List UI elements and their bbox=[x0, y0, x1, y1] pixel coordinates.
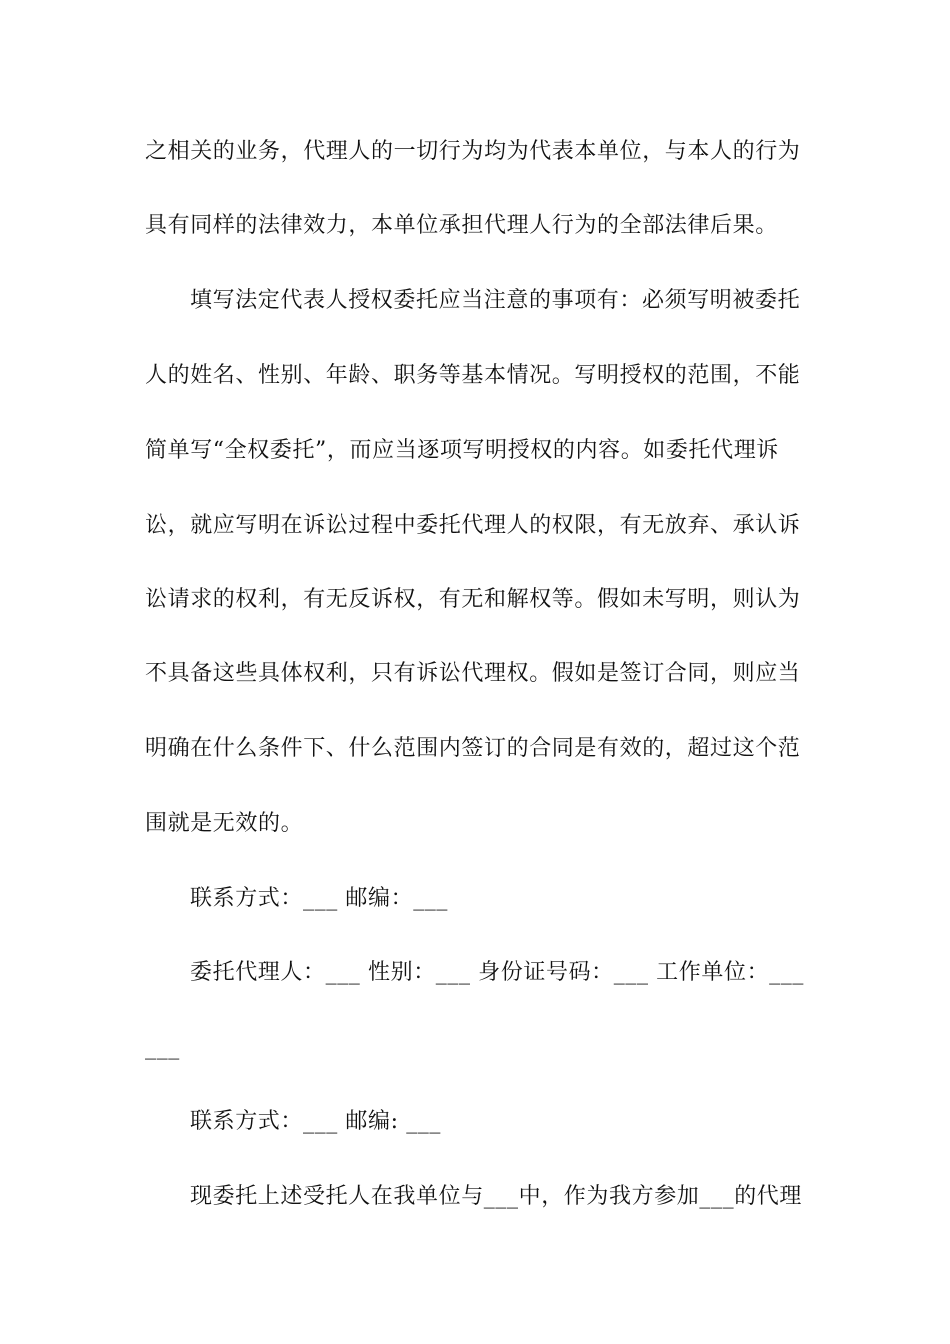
contact-line-2: 联系方式：___ 邮编: ___ bbox=[190, 1109, 441, 1134]
body-text-line-1: 之相关的业务，代理人的一切行为均为代表本单位，与本人的行为 bbox=[145, 139, 801, 164]
body-text-line-10: 围就是无效的。 bbox=[145, 811, 304, 836]
body-text-line-2: 具有同样的法律效力，本单位承担代理人行为的全部法律后果。 bbox=[145, 213, 778, 238]
body-text-line-6: 讼，就应写明在诉讼过程中委托代理人的权限，有无放弃、承认诉 bbox=[145, 513, 801, 538]
commission-line: 现委托上述受托人在我单位与___中，作为我方参加___的代理 bbox=[190, 1184, 803, 1209]
body-text-line-5: 简单写“全权委托”，而应当逐项写明授权的内容。如委托代理诉 bbox=[145, 438, 779, 463]
body-text-line-7: 讼请求的权利，有无反诉权，有无和解权等。假如未写明，则认为 bbox=[145, 587, 801, 612]
body-text-line-8: 不具备这些具体权利，只有诉讼代理权。假如是签订合同，则应当 bbox=[145, 661, 801, 686]
body-text-line-9: 明确在什么条件下、什么范围内签订的合同是有效的，超过这个范 bbox=[145, 736, 801, 761]
paragraph-start-line: 填写法定代表人授权委托应当注意的事项有：必须写明被委托 bbox=[190, 288, 801, 313]
contact-line-1: 联系方式：___ 邮编：___ bbox=[190, 886, 448, 911]
agent-info-line: 委托代理人：___ 性别：___ 身份证号码：___ 工作单位：___ bbox=[190, 960, 804, 985]
body-text-line-4: 人的姓名、性别、年龄、职务等基本情况。写明授权的范围，不能 bbox=[145, 363, 801, 388]
agent-info-continuation: ___ bbox=[145, 1035, 180, 1060]
